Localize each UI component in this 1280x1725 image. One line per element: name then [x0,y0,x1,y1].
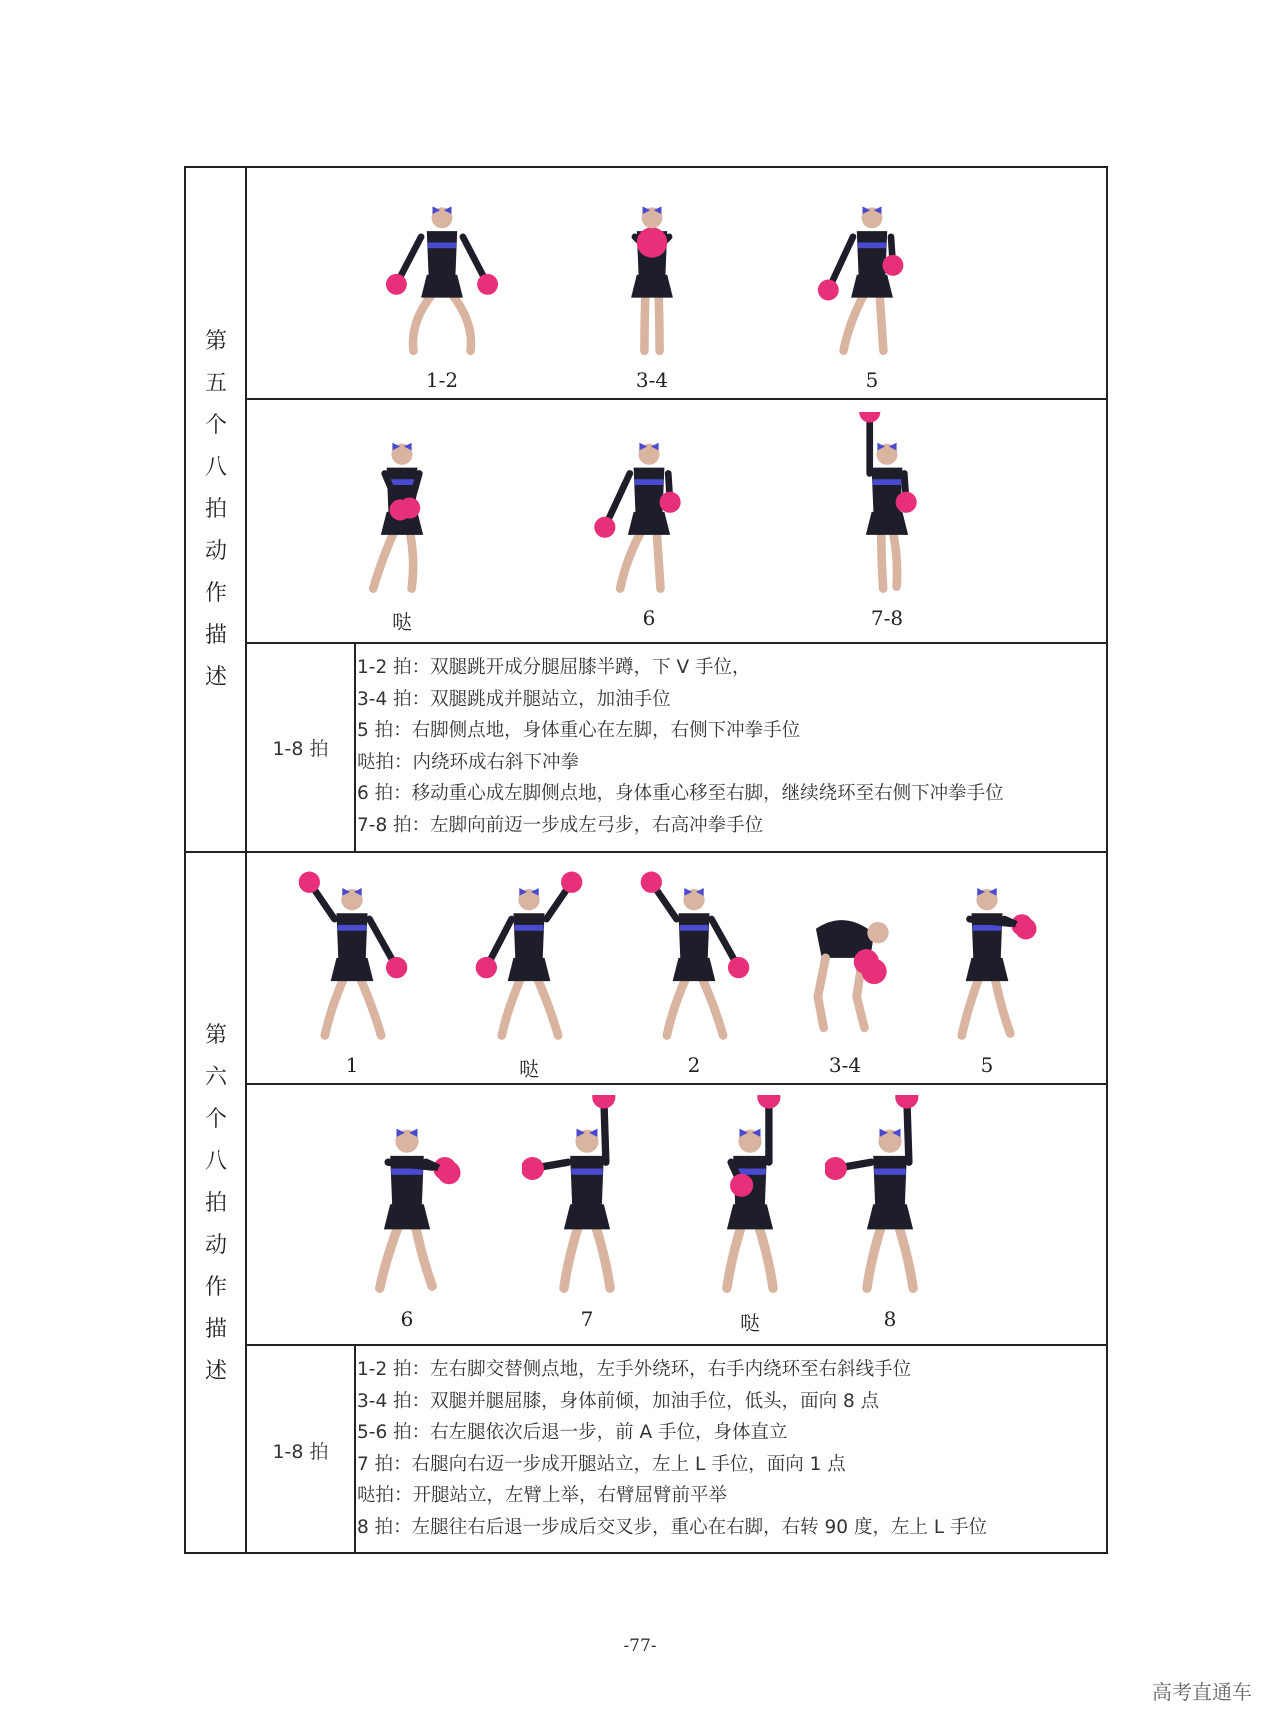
description-line: 8 拍：左腿往右后退一步成后交叉步，重心在右脚，右转 90 度，左上 L 手位 [357,1516,988,1538]
description-text [357,652,1098,841]
title-char: 述 [204,1358,227,1384]
dancer-silhouette [727,1095,781,1288]
section-6-description-row [247,1346,1106,1554]
pose-figure [785,857,905,1077]
beat-label: 6 [642,606,656,630]
pose-figure [522,1095,652,1331]
pose-figure [292,857,412,1077]
title-char: 描 [204,622,227,648]
pose-figure [634,857,754,1077]
title-char: 描 [204,1316,227,1342]
dancer-photo-5 [927,857,1047,1051]
dancer-photo-6 [342,1095,472,1305]
page-number: -77- [623,1636,657,1656]
dancer-photo-da [469,857,589,1051]
dancer-silhouette [816,920,889,1028]
beat-label: 2 [687,1053,701,1077]
pose-figure [825,1095,955,1331]
beat-label: 3-4 [635,368,669,392]
dancer-silhouette [386,206,498,350]
section-6-title [186,853,246,1554]
pose-figure [372,176,512,392]
description-line: 1-2 拍：左右脚交替侧点地，左手外绕环，右手内绕环至右斜线手位 [357,1359,912,1380]
section-5-photo-row-2 [247,400,1106,642]
beat-label: 3-4 [828,1053,862,1077]
title-char: 五 [204,370,227,396]
beat-label: 8 [883,1307,897,1331]
dancer-photo-5 [802,176,942,366]
beat-range-label: 1-8 拍 [272,738,329,760]
dancer-silhouette [373,443,423,589]
section-6-photo-row-2 [247,1085,1106,1344]
description-line: 哒拍：内绕环成右斜下冲拳 [357,751,580,773]
section-5-description-row [247,644,1106,851]
title-char: 个 [204,1106,227,1132]
dancer-silhouette [631,206,673,350]
choreography-table [184,166,1108,1554]
title-char: 第 [204,1022,227,1048]
pose-figure [579,412,719,630]
dancer-photo-da [685,1095,815,1305]
title-char: 拍 [204,1190,227,1216]
pose-figure [332,412,472,635]
dancer-silhouette [825,1095,918,1288]
beat-label: 5 [865,368,879,392]
description-line: 7 拍：右腿向右迈一步成开腿站立，左上 L 手位，面向 1 点 [357,1453,846,1475]
beat-label: 5 [980,1053,994,1077]
title-char: 八 [204,1148,227,1174]
title-char: 动 [204,538,227,564]
beat-label: 7-8 [870,606,904,630]
pose-figure [927,857,1047,1077]
dancer-silhouette [299,872,408,1036]
dancer-silhouette [522,1095,615,1288]
beat-label: 7 [580,1307,594,1331]
description-line: 1-2 拍：双腿跳开成分腿屈膝半蹲，下 V 手位， [357,657,751,678]
pose-figure [582,176,722,392]
description-line: 7-8 拍：左脚向前迈一步成左弓步，右高冲拳手位 [357,814,764,836]
pose-figure [802,176,942,392]
dancer-photo-da [332,412,472,604]
section-6-photo-row-1 [247,853,1106,1083]
beat-label: 1-2 [425,368,459,392]
dancer-silhouette [818,206,904,350]
description-line: 5 拍：右脚侧点地，身体重心在左脚，右侧下冲拳手位 [357,720,801,741]
beat-label: 哒 [740,1311,760,1335]
pose-figure [685,1095,815,1336]
dancer-photo-3-4 [582,176,722,366]
dancer-silhouette [641,872,750,1036]
pose-figure [817,412,957,630]
dancer-silhouette [380,1129,461,1289]
beat-label: 哒 [392,610,412,634]
title-char: 作 [204,580,227,606]
dancer-photo-8 [825,1095,955,1305]
description-line: 6 拍：移动重心成左脚侧点地，身体重心移至右脚，继续绕环至右侧下冲拳手位 [357,783,1004,804]
title-char: 拍 [204,496,227,522]
dancer-silhouette [594,443,680,589]
dancer-photo-6 [579,412,719,604]
pose-figure [342,1095,472,1331]
beat-label: 1 [345,1053,359,1077]
title-char: 个 [204,412,227,438]
title-char: 动 [204,1232,227,1258]
beat-range-label: 1-8 拍 [272,1440,329,1463]
title-char: 作 [204,1274,227,1300]
dancer-photo-7-8 [817,412,957,604]
watermark: 高考直通车 [1152,1680,1252,1704]
description-line: 3-4 拍：双腿并腿屈膝，身体前倾，加油手位，低头，面向 8 点 [357,1390,880,1412]
description-text [357,1354,1098,1543]
description-line: 5-6 拍：右左腿依次后退一步，前 A 手位，身体直立 [357,1422,788,1443]
dancer-photo-7 [522,1095,652,1305]
dancer-silhouette [476,872,583,1036]
section-5-title [186,168,246,851]
title-char: 六 [204,1064,227,1090]
pose-figure [469,857,589,1082]
description-line: 3-4 拍：双腿跳成并腿站立，加油手位 [357,688,671,710]
title-char: 八 [204,454,227,480]
dancer-silhouette [859,412,917,589]
title-char: 述 [204,664,227,690]
beat-label: 哒 [519,1057,539,1081]
dancer-photo-3-4 [785,857,905,1051]
dancer-photo-2 [634,857,754,1051]
dancer-photo-1 [292,857,412,1051]
dancer-silhouette [962,888,1037,1035]
beat-label: 6 [400,1307,414,1331]
description-line: 哒拍：开腿站立，左臂上举，右臂屈臂前平举 [357,1485,728,1506]
title-char: 第 [204,328,227,354]
dancer-photo-1-2 [372,176,512,366]
section-5-photo-row-1 [247,168,1106,398]
